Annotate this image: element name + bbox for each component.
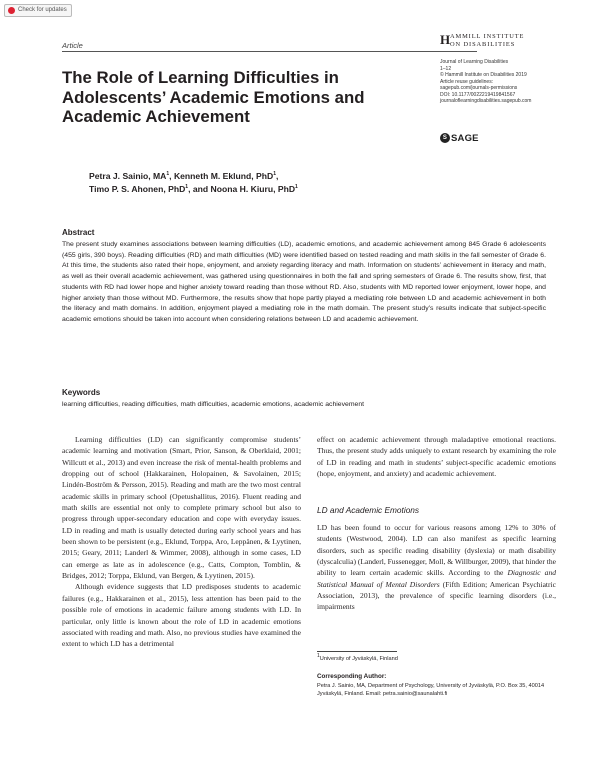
sage-label: SAGE xyxy=(451,133,479,144)
corresponding-author-heading: Corresponding Author: xyxy=(317,673,387,680)
author-kiuru: Noona H. Kiuru, PhD xyxy=(210,183,296,194)
body-column-right-continued xyxy=(317,522,556,613)
author-ahonen: Timo P. S. Ahonen, PhD xyxy=(89,183,186,194)
author-sainio: Petra J. Sainio, MA xyxy=(89,171,167,181)
logo-letter: H xyxy=(440,32,451,47)
body-paragraph: Learning difficulties (LD) can significantly compromise students’ academic learning and motivation (Smart, Prior, Sanson, & Oberklaid, 2001; Willcutt et al., 2013) and even increase the risk of mental-health problems and dropping out of school (Hakkarainen, Holopainen, & Savolainen, 2015; Lindén-Boström & Persson, 2015). Reading and math are the two most central academic skills in primary school (Opetushallitus, 2016). Fluent reading and math skills are essential not only to complete primary school but also to progress through upper-secondary education and cope with everyday issues. LD in reading and math is usually detected during early school years and has been shown to be persistent (e.g., Eklund, Torppa, Aro, Leppänen, & Lyytinen, 2015; Geary, 2011; Landerl & Wimmer, 2008), although in some cases, LD can emerge as late as in adolescence (e.g., Catts, Compton, Tomblin, & Bridges, 2012; Torppa, Eklund, van Bergen, & Lyytinen, 2015). xyxy=(62,435,301,581)
crossmark-icon xyxy=(8,7,15,14)
author-eklund: Kenneth M. Eklund, PhD xyxy=(173,171,274,181)
copyright: © Hammill Institute on Disabilities 2019 xyxy=(440,72,527,78)
keywords-heading: Keywords xyxy=(62,388,101,397)
journal-meta xyxy=(440,59,565,105)
badge-label: Check for updates xyxy=(18,7,67,13)
body-paragraph: LD has been found to occur for various reasons among 12% to 30% of students (Westwood, 2004). LD can also manifest as specific learning disorders, such as specific reading disability (dyslexia) or math disability (dyscalculia) (Landerl, Fussenegger, Moll, & Willburger, 2009), that hinder the ability to learn certain academic skills. According to the Diagnostic and Statistical Manual of Mental Disorders (Fifth Edition; American Psychiatric Association, 2013), the prevalence of specific learning disorders (i.e., impairments xyxy=(317,523,557,612)
header-rule xyxy=(62,51,477,52)
reuse-guidelines: Article reuse guidelines: xyxy=(440,78,494,85)
section-heading: LD and Academic Emotions xyxy=(317,505,420,515)
footnote-rule xyxy=(317,651,397,652)
affiliation: $^1$University of Jyväskylä, Finland xyxy=(317,653,398,662)
page-range: 1–12 xyxy=(440,65,452,72)
body-paragraph: effect on academic achievement through maladaptive emotional reactions. Thus, the present study adds uniquely to extant research by examining the role of LD in reading and math in students’ subject-specific academic emotions (hope, enjoyment, and anxiety) and academic achievement. xyxy=(317,435,556,479)
body-column-left xyxy=(62,434,301,650)
logo-line-1: AMMILL INSTITUTE xyxy=(450,33,525,40)
corresponding-author-text: Petra J. Sainio, MA, Department of Psychology, University of Jyväskylä, P.O. Box 35, 40014 Jyväskylä, Finland. Email: petra.sainio@saunalahti.fi xyxy=(317,683,545,698)
body-paragraph: Although evidence suggests that LD predisposes students to academic failures (e.g., Hakkarainen et al., 2015), less attention has been paid to the possible role of emotions in academic failure among students with LD. In particular, only little is known about the role of LD in academic emotions associated with reading and math. Also, no previous studies have examined the extent to which LD has a detrimental xyxy=(62,582,301,649)
dsm-title: Diagnostic and Statistical Manual of Mental Disorders xyxy=(317,568,557,589)
section-label: Article xyxy=(62,41,83,50)
sage-logo xyxy=(440,133,479,144)
abstract-text: The present study examines associations between learning difficulties (LD), academic emotions, and academic achievement among 845 Grade 6 adolescents (455 girls, 390 boys). Reading difficulties (RD) and math difficulties (MD) were identified based on tested reading and math skills in the fall semester of Grade 6. At this time, the students also rated their hope, enjoyment, and anxiety regarding literacy and math. Information on students’ achievement in literacy and math, as well as their overall academic achievement, was gathered using questionnaires in both the fall and spring semesters of Grade 6. The results show, first, that students with RD had lower hope and higher anxiety toward reading than those without RD. Also, students with MD reported lower enjoyment, lower hope, and higher anxiety than those without MD. Furthermore, the results show that hope partly played a mediating role between LD and academic achievement in both the literacy and math domains. In addition, enjoyment played a mediating role in the math domain. The present study’s results indicate that subject-specific academic emotions should be taken into account when considering relations between LD and academic achievement. xyxy=(62,241,546,323)
publisher-logo xyxy=(440,31,525,49)
article-title: The Role of Learning Difficulties in Adolescents’ Academic Emotions and Academic Achievement xyxy=(62,68,365,126)
author-list: Petra J. Sainio, $MA^1$, Kenneth M. Eklund, PhD$^1$, Timo P. S. Ahonen, PhD$^1$, and Noona H. Kiuru, PhD$^1$ xyxy=(89,171,298,194)
permissions-link[interactable]: sagepub.com/journals-permissions xyxy=(440,85,518,91)
logo-line-2: ON DISABILITIES xyxy=(450,41,516,48)
body-column-right xyxy=(317,434,556,479)
keywords-text: learning difficulties, reading difficulties, math difficulties, academic emotions, academic achievement xyxy=(62,401,365,408)
sage-icon: S xyxy=(440,133,450,143)
journal-name: Journal of Learning Disabilities xyxy=(440,59,509,65)
journal-url[interactable]: journaloflearningdisabilities.sagepub.com xyxy=(440,98,532,104)
abstract-heading: Abstract xyxy=(62,228,95,237)
check-for-updates-badge[interactable] xyxy=(4,4,72,17)
doi[interactable]: DOI: 10.1177/0022219419841567 xyxy=(440,91,516,98)
